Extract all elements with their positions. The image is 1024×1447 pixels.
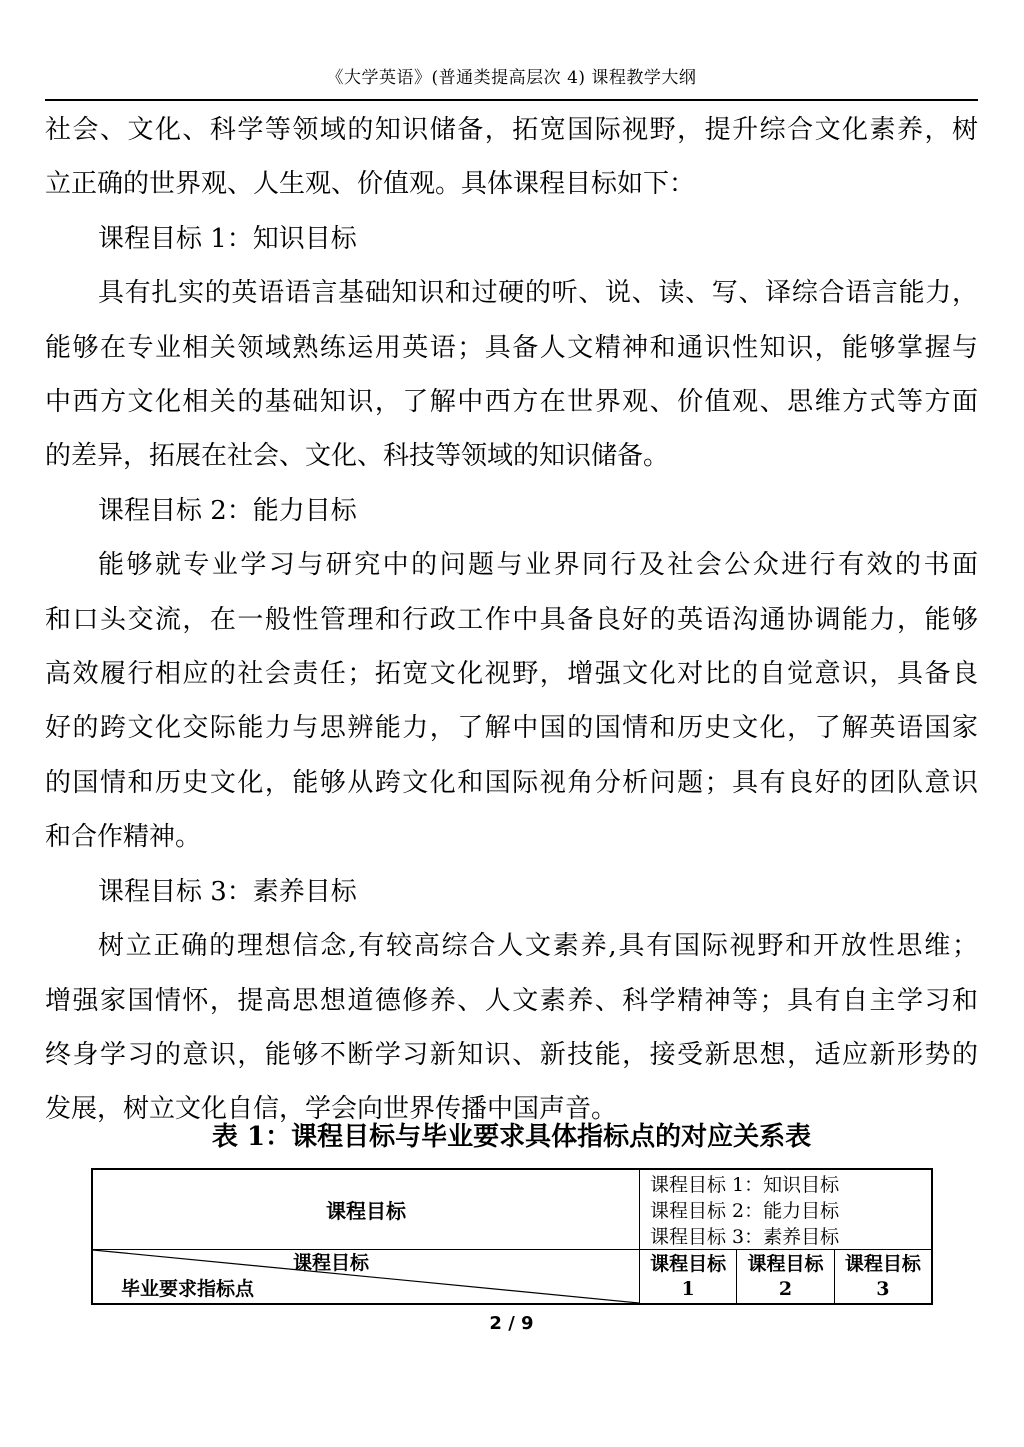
goal-list-item: 课程目标 1：知识目标 bbox=[650, 1174, 840, 1196]
body-line: 增强家国情怀，提高思想道德修养、人文素养、科学精神等；具有自主学习和 bbox=[45, 985, 978, 1016]
body-line: 能够在专业相关领域熟练运用英语；具备人文精神和通识性知识，能够掌握与 bbox=[45, 332, 978, 363]
goal-column-label: 课程目标 bbox=[650, 1252, 727, 1275]
running-header-title: 《大学英语》(普通类提高层次 4) 课程教学大纲 bbox=[326, 68, 697, 88]
body-line: 具有扎实的英语语言基础知识和过硬的听、说、读、写、译综合语言能力， bbox=[98, 278, 978, 309]
body-line: 社会、文化、科学等领域的知识储备，拓宽国际视野，提升综合文化素养，树 bbox=[45, 115, 978, 145]
goal-column-number: 1 bbox=[681, 1277, 695, 1300]
goal-column-label: 课程目标 bbox=[747, 1252, 824, 1275]
body-line: 和合作精神。 bbox=[45, 822, 202, 853]
diagonal-bottom-label: 毕业要求指标点 bbox=[121, 1278, 255, 1300]
page-number: 2 / 9 bbox=[489, 1313, 534, 1334]
course-goal-header-cell: 课程目标 bbox=[93, 1170, 640, 1249]
course-goal-list-cell bbox=[640, 1170, 931, 1249]
body-line: 好的跨文化交际能力与思辨能力，了解中国的国情和历史文化，了解英语国家 bbox=[45, 713, 978, 744]
goal-column-header-2 bbox=[736, 1250, 833, 1303]
body-line: 发展，树立文化自信，学会向世界传播中国声音。 bbox=[45, 1094, 618, 1125]
course-objective-heading-1: 课程目标 1：知识目标 bbox=[98, 223, 357, 254]
body-line: 树立正确的理想信念,有较高综合人文素养,具有国际视野和开放性思维； bbox=[98, 931, 978, 962]
course-objective-heading-3: 课程目标 3：素养目标 bbox=[98, 876, 357, 907]
header-rule bbox=[45, 99, 978, 101]
goal-column-header-1 bbox=[640, 1250, 736, 1303]
goal-column-label: 课程目标 bbox=[844, 1252, 921, 1275]
course-objective-heading-2: 课程目标 2：能力目标 bbox=[98, 495, 357, 526]
body-line: 的国情和历史文化，能够从跨文化和国际视角分析问题；具有良好的团队意识 bbox=[45, 767, 978, 798]
goal-list-item: 课程目标 2：能力目标 bbox=[650, 1200, 840, 1222]
goal-list-item: 课程目标 3：素养目标 bbox=[650, 1226, 840, 1248]
goal-column-number: 2 bbox=[778, 1277, 793, 1300]
table-header-row bbox=[93, 1170, 931, 1250]
body-line: 的差异，拓展在社会、文化、科技等领域的知识储备。 bbox=[45, 441, 670, 472]
diagonal-top-label: 课程目标 bbox=[293, 1252, 370, 1274]
body-line: 终身学习的意识，能够不断学习新知识、新技能，接受新思想，适应新形势的 bbox=[45, 1039, 978, 1070]
diagonal-header-cell bbox=[93, 1250, 640, 1303]
body-line: 高效履行相应的社会责任；拓宽文化视野，增强文化对比的自觉意识，具备良 bbox=[45, 659, 978, 690]
body-line: 能够就专业学习与研究中的问题与业界同行及社会公众进行有效的书面 bbox=[98, 550, 978, 581]
mapping-table bbox=[91, 1168, 933, 1305]
goal-column-number: 3 bbox=[876, 1277, 890, 1300]
body-text bbox=[45, 103, 978, 1137]
body-line: 和口头交流，在一般性管理和行政工作中具备良好的英语沟通协调能力，能够 bbox=[45, 604, 978, 635]
body-line: 立正确的世界观、人生观、价值观。具体课程目标如下： bbox=[45, 169, 696, 200]
body-line: 中西方文化相关的基础知识，了解中西方在世界观、价值观、思维方式等方面 bbox=[45, 387, 978, 418]
table-title: 表 1：课程目标与毕业要求具体指标点的对应关系表 bbox=[211, 1122, 812, 1152]
goal-column-header-3 bbox=[834, 1250, 931, 1303]
table-matrix-header-row bbox=[93, 1250, 931, 1303]
